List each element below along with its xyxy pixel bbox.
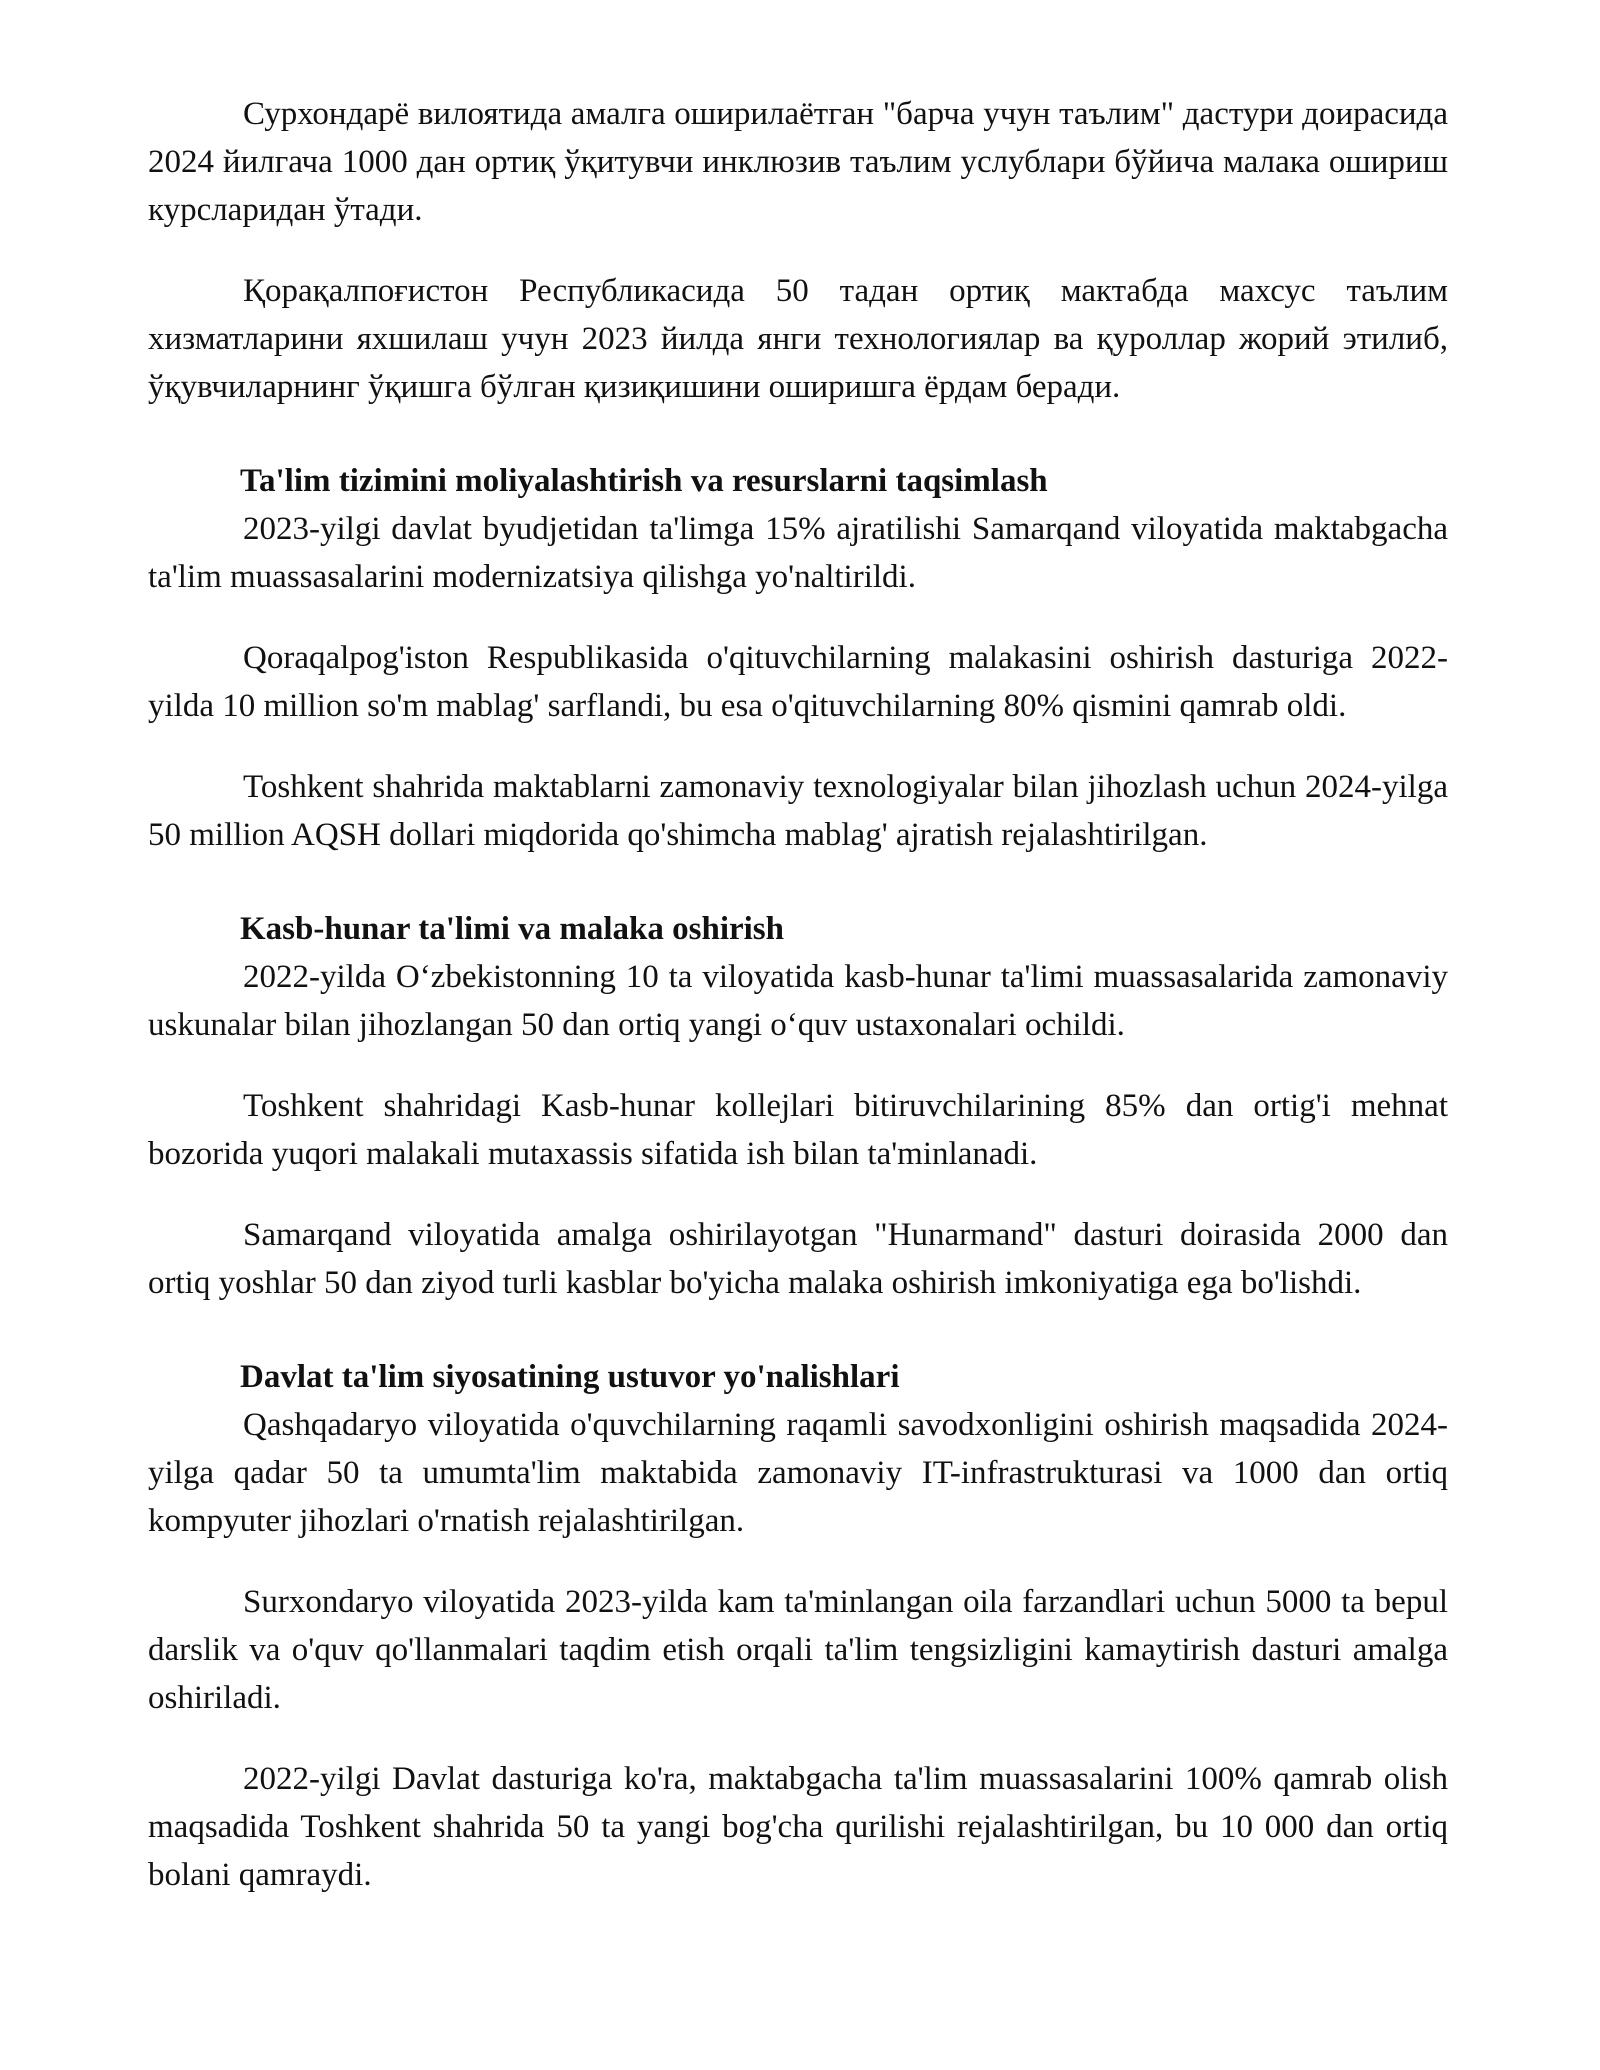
paragraph-kindergartens: 2022-yilgi Davlat dasturiga ko'ra, maktabgacha ta'lim muassasalarini 100% qamrab olish maqsadida Toshkent shahrida 50 ta yangi bog'cha qurilishi rejalashtirilgan, bu 10 000 dan ortiq bolani qamraydi. bbox=[148, 1761, 1448, 1893]
paragraph-teacher-training-funding: Qoraqalpog'iston Respublikasida o'qituvchilarning malakasini oshirish dasturiga 2022-yilda 10 million so'm mablag' sarflandi, bu esa o'qituvchilarning 80% qismini qamrab oldi. bbox=[148, 640, 1448, 724]
paragraph-hunarmand-program: Samarqand viloyatida amalga oshirilayotgan "Hunarmand" dasturi doirasida 2000 dan ortiq yoshlar 50 dan ziyod turli kasblar bo'yicha malaka oshirish imkoniyatiga ega bo'lishdi. bbox=[148, 1217, 1448, 1301]
document-page bbox=[148, 90, 1448, 1899]
paragraph-budget-allocation: 2023-yilgi davlat byudjetidan ta'limga 15% ajratilishi Samarqand viloyatida maktabgacha ta'lim muassasalarini modernizatsiya qilishga yo'naltirildi. bbox=[148, 511, 1448, 595]
paragraph-school-technology: Toshkent shahrida maktablarni zamonaviy texnologiyalar bilan jihozlash uchun 2024-yilga 50 million AQSH dollari miqdorida qo'shimcha mablag' ajratish rejalashtirilgan. bbox=[148, 769, 1448, 853]
paragraph-workshops: 2022-yilda O‘zbekistonning 10 ta viloyatida kasb-hunar ta'limi muassasalarida zamonaviy uskunalar bilan jihozlangan 50 dan ortiq yangi o‘quv ustaxonalari ochildi. bbox=[148, 959, 1448, 1043]
paragraph-free-textbooks: Surxondaryo viloyatida 2023-yilda kam ta'minlangan oila farzandlari uchun 5000 ta bepul darslik va o'quv qo'llanmalari taqdim etish orqali ta'lim tengsizligini kamaytirish dasturi amalga oshiriladi. bbox=[148, 1584, 1448, 1716]
paragraph-digital-literacy: Qashqadaryo viloyatida o'quvchilarning raqamli savodxonligini oshirish maqsadida 2024-yilga qadar 50 ta umumta'lim maktabida zamonaviy IT-infrastrukturasi va 1000 dan ortiq kompyuter jihozlari o'rnatish rejalashtirilgan. bbox=[148, 1407, 1448, 1539]
paragraph-special-education: Қорақалпоғистон Республикасида 50 тадан ортиқ мактабда махсус таълим хизматларини яхшилаш учун 2023 йилда янги технологиялар ва қуроллар жорий этилиб, ўқувчиларнинг ўқишга бўлган қизиқишини оширишга ёрдам беради. bbox=[148, 273, 1448, 405]
section-heading-financing: Ta'lim tizimini moliyalashtirish va resurslarni taqsimlash bbox=[240, 463, 1048, 499]
section-heading-vocational: Kasb-hunar ta'limi va malaka oshirish bbox=[240, 911, 785, 947]
paragraph-college-graduates: Toshkent shahridagi Kasb-hunar kollejlari bitiruvchilarining 85% dan ortig'i mehnat bozorida yuqori malakali mutaxassis sifatida ish bilan ta'minlanadi. bbox=[148, 1088, 1448, 1172]
section-heading-policy: Davlat ta'lim siyosatining ustuvor yo'nalishlari bbox=[240, 1359, 900, 1395]
paragraph-inclusive-education: Сурхондарё вилоятида амалга оширилаётган "барча учун таълим" дастури доирасида 2024 йилгача 1000 дан ортиқ ўқитувчи инклюзив таълим услублари бўйича малака ошириш курсларидан ўтади. bbox=[148, 96, 1448, 228]
